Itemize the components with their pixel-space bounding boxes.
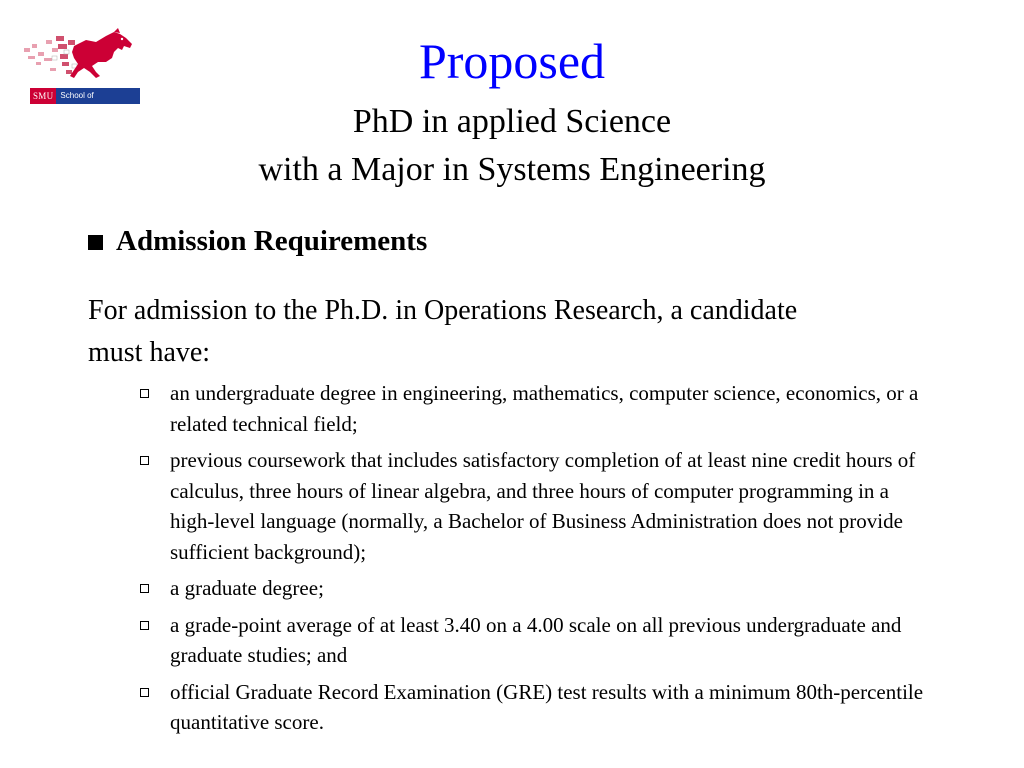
slide-title: Proposed (418, 33, 606, 89)
hollow-square-bullet-icon (140, 456, 149, 465)
hollow-square-bullet-icon (140, 621, 149, 630)
list-item (138, 677, 938, 738)
requirement-text: previous coursework that includes satisfactory completion of at least nine credit hours of calculus, three hours of linear algebra, and three hours of computer programming in a high-level language (normally, a Bachelor of Business Administration does not provide sufficient background); (170, 448, 916, 564)
requirement-text: a grade-point average of at least 3.40 on a 4.00 scale on all previous undergraduate and graduate studies; and (170, 612, 902, 667)
hollow-square-bullet-icon (140, 389, 149, 398)
hollow-square-bullet-icon (140, 688, 149, 697)
subtitle-line-2: with a Major in Systems Engineering (258, 151, 766, 188)
school-name: School of Engineering (56, 88, 140, 104)
list-item (138, 573, 938, 604)
section-heading-text: Admission Requirements (116, 225, 428, 257)
section-heading (88, 222, 427, 260)
square-bullet-icon (88, 235, 103, 250)
requirements-list (138, 378, 938, 744)
list-item (138, 378, 938, 439)
smu-badge: SMU (30, 88, 56, 104)
requirement-text: an undergraduate degree in engineering, mathematics, computer science, economics, or a related technical field; (170, 381, 919, 436)
requirement-text: official Graduate Record Examination (GRE) test results with a minimum 80th-percentile quantitative score. (170, 679, 924, 734)
list-item (138, 610, 938, 671)
list-item (138, 445, 938, 567)
slide-subtitle (0, 98, 1024, 194)
intro-paragraph: For admission to the Ph.D. in Operations Research, a candidate must have: (88, 295, 798, 368)
requirement-text: a graduate degree; (170, 576, 324, 600)
hollow-square-bullet-icon (140, 584, 149, 593)
subtitle-line-1: PhD in applied Science (352, 103, 672, 140)
